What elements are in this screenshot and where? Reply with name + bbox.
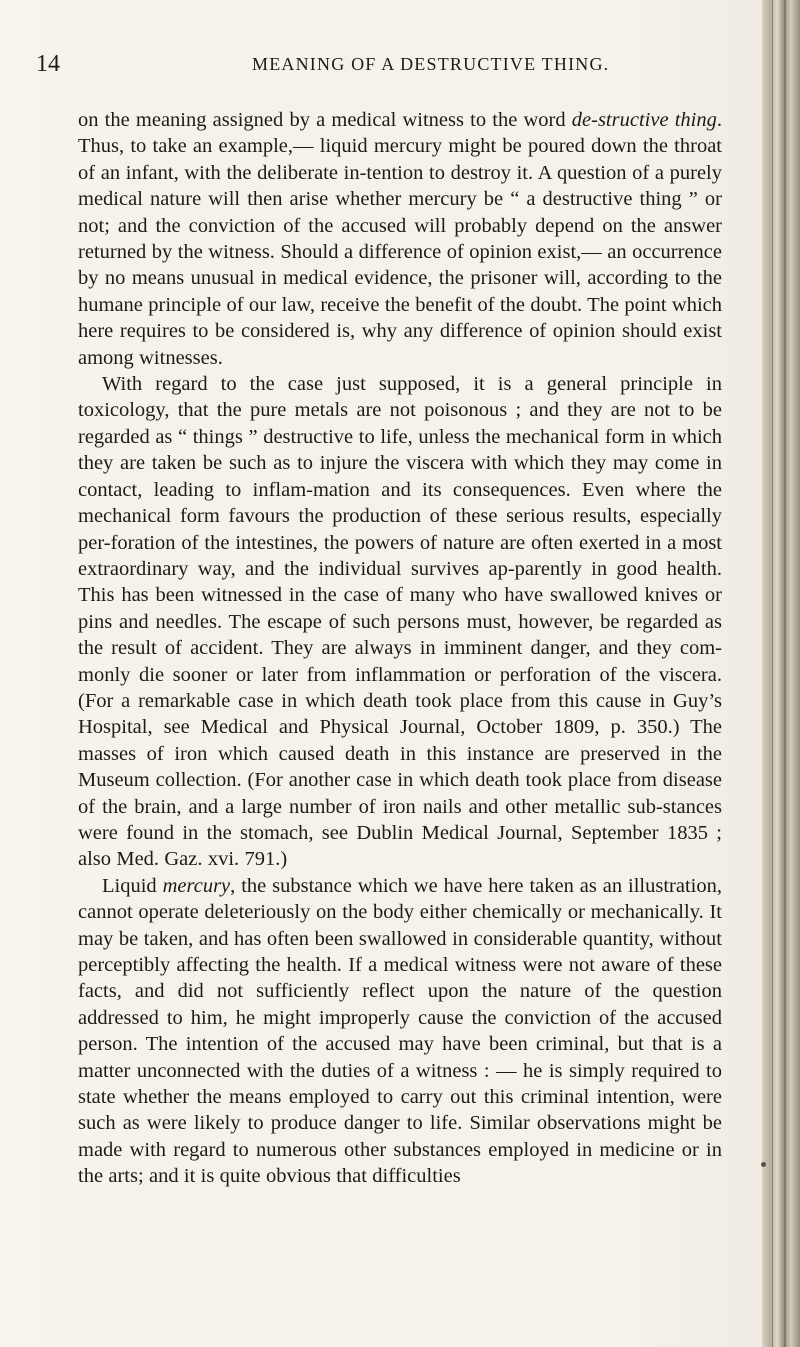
paragraph-2: With regard to the case just supposed, it is a general principle in toxicology, that the pure metals are not poisonous ; and they are not to be regarded as “ things ” destructive to life, unless the mechanical form in which they are taken be such as to injure the viscera with which they may come in contact, leading to inflam-mation and its consequences. Even where the mechanical form favours the production of these serious results, especially per-foration of the intestines, the powers of nature are often exerted in a most extraordinary way, and the individual survives ap-parently in good health. This has been witnessed in the case of many who have swallowed knives or pins and needles. The escape of such persons must, however, be regarded as the result of accident. They are always in imminent danger, and they com-monly die sooner or later from inflammation or perforation of the viscera. (For a remarkable case in which death took place from this cause in Guy’s Hospital, see Medical and Physical Journal, October 1809, p. 350.) The masses of iron which caused death in this instance are preserved in the Museum collection. (For another case in which death took place from disease of the brain, and a large number of iron nails and other metallic sub-stances were found in the stomach, see Dublin Medical Journal, September 1835 ; also Med. Gaz. xvi. 791.) <box>78 373 722 871</box>
page-header <box>36 50 716 78</box>
paragraph-3-italic-term: mercury <box>162 874 231 897</box>
paragraph-1-text-part-1: on the meaning assigned by a medical witness to the word <box>78 109 572 131</box>
running-title: MEANING OF A DESTRUCTIVE THING. <box>252 54 610 74</box>
paragraph-1 <box>78 107 722 371</box>
body-text <box>78 107 722 1190</box>
paragraph-3-text-part-2: , the substance which we have here taken as an illustration, cannot operate deleteriously on the body either chemically or mechanically. It may be taken, and has often been swallowed in considerable quantity, without perceptibly affecting the health. If a medical witness were not aware of these facts, and did not sufficiently reflect upon the nature of the question addressed to him, he might improperly cause the conviction of the accused person. The intention of the accused may have been criminal, but that is a matter unconnected with the duties of a witness : — he is simply required to state whether the means employed to carry out this criminal intention, were such as were likely to produce danger to life. Similar observations might be made with regard to numerous other substances employed in medicine or in the arts; and it is quite obvious that difficulties <box>78 874 722 1188</box>
paragraph-3 <box>78 873 722 1190</box>
paragraph-1-italic-term: de-structive thing <box>571 109 717 131</box>
page-number: 14 <box>36 51 60 77</box>
paragraph-3-text-part-1: Liquid <box>102 874 163 897</box>
page-edge-shadow <box>762 0 800 1347</box>
margin-dot <box>761 1162 766 1167</box>
paragraph-1-text-part-2: . Thus, to take an example,— liquid mercury might be poured down the throat of an infant, with the deliberate in-tention to destroy it. A question of a purely medical nature will then arise whether mercury be “ a destructive thing ” or not; and the conviction of the accused will probably depend on the answer returned by the witness. Should a difference of opinion exist,— an occurrence by no means unusual in medical evidence, the prisoner will, according to the humane principle of our law, receive the benefit of the doubt. The point which here requires to be considered is, why any difference of opinion should exist among witnesses. <box>78 109 722 369</box>
